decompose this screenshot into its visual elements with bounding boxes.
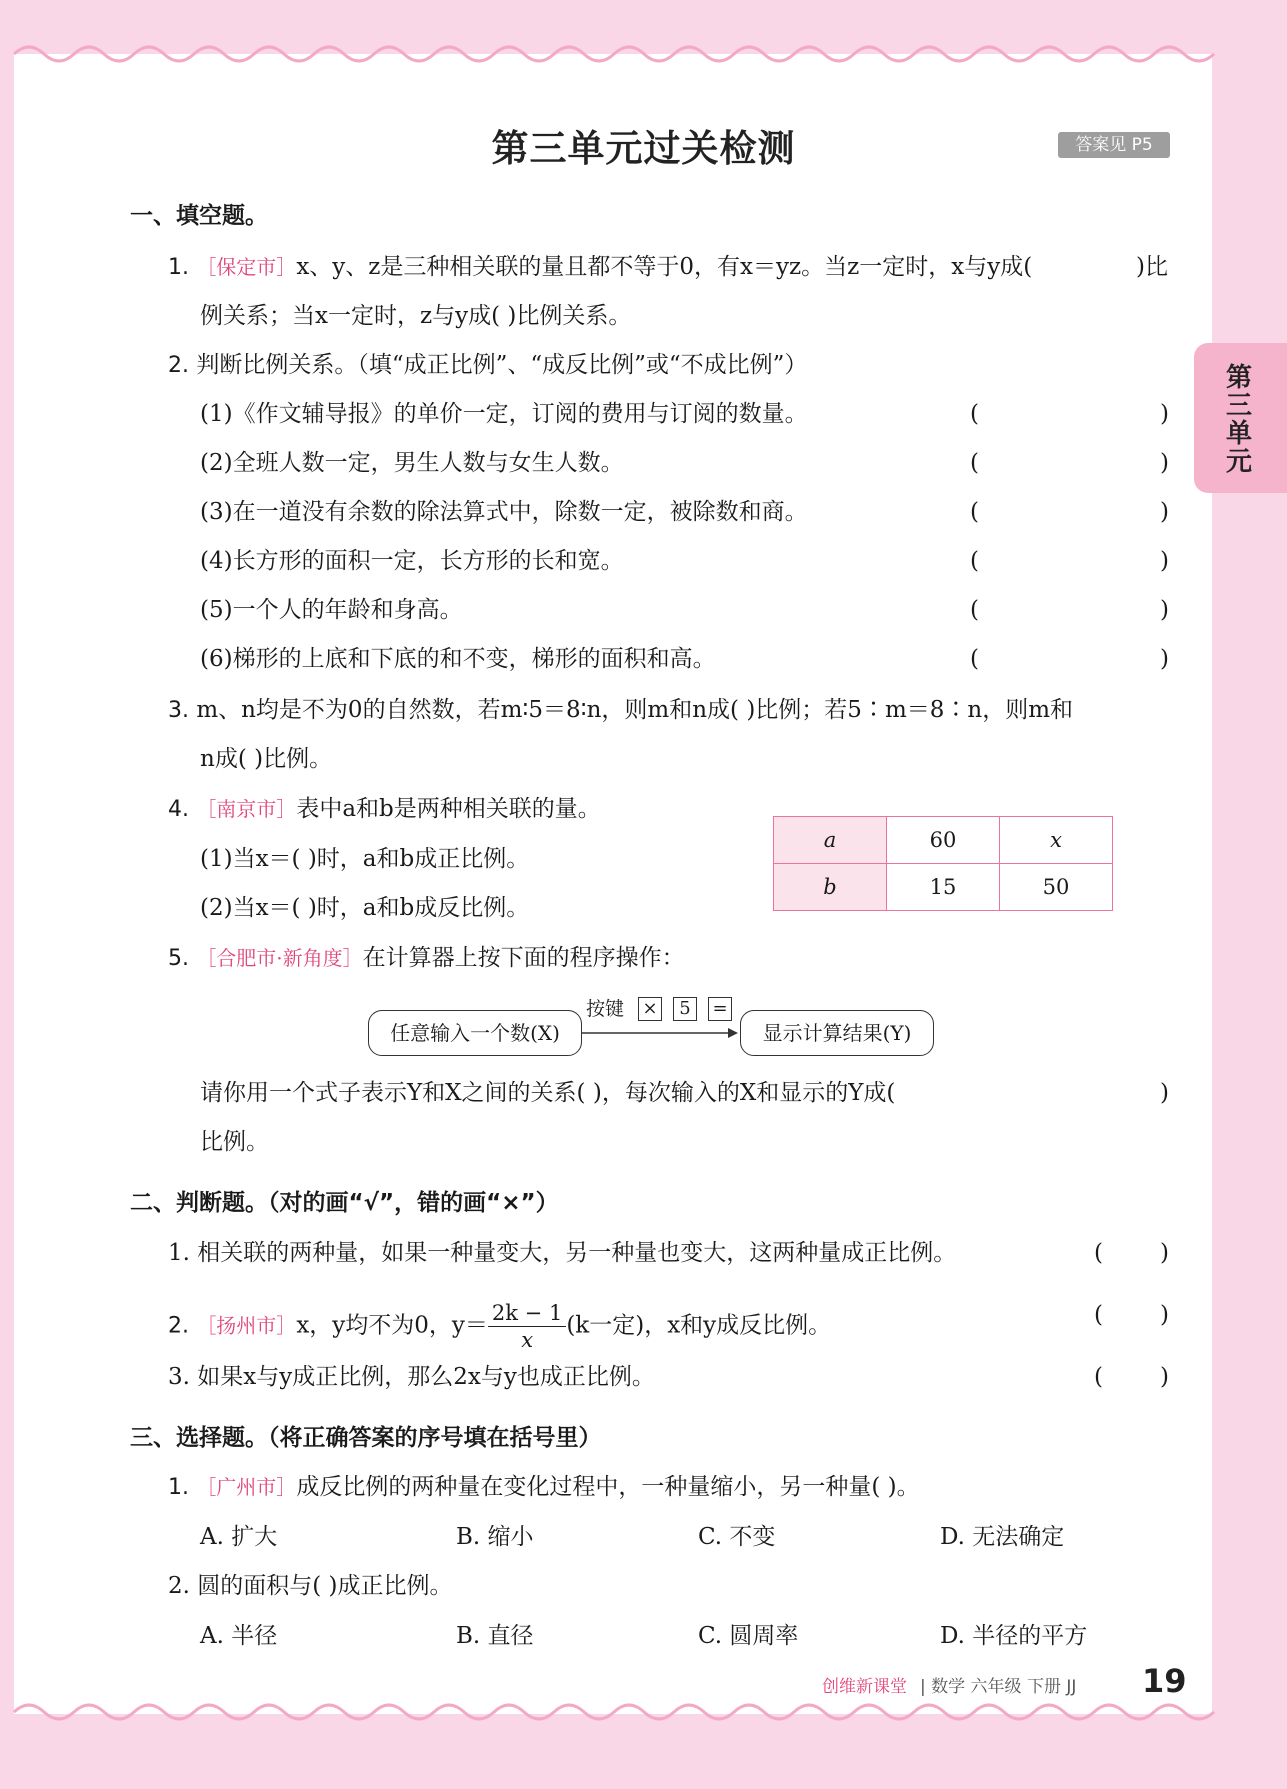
fill-q2-item: (4)长方形的面积一定，长方形的长和宽。 — [200, 548, 624, 574]
table-cell: a — [774, 817, 887, 864]
fill-q1-number: 1. — [168, 255, 189, 280]
fill-q1-source-tag: ［保定市］ — [196, 255, 297, 279]
answer-paren-left: ( — [1094, 1364, 1103, 1390]
fill-q1-text-a-end: )比 — [1136, 254, 1168, 280]
page-number: 19 — [1142, 1662, 1187, 1700]
fill-q2-item: (6)梯形的上底和下底的和不变，梯形的面积和高。 — [200, 646, 716, 672]
fraction-numerator: 2k − 1 — [488, 1300, 566, 1327]
choice-q1-option-d: D. 无法确定 — [940, 1524, 1065, 1550]
fill-q3-line2: n成( )比例。 — [200, 746, 333, 772]
answer-paren-right: ) — [1160, 499, 1169, 525]
flow-key-label: 按键 — [586, 998, 625, 1020]
fill-q5-number: 5. — [168, 946, 189, 971]
fill-q3-line1 — [168, 695, 1073, 726]
answer-paren-right: ) — [1160, 450, 1169, 476]
choice-q1-source-tag: ［广州市］ — [196, 1475, 297, 1499]
choice-q2-option-c: C. 圆周率 — [698, 1623, 799, 1649]
answer-paren-left: ( — [970, 499, 979, 525]
choice-q2-option-b: B. 直径 — [456, 1623, 534, 1649]
ab-value-table — [773, 816, 1113, 911]
fill-q2-item: (5)一个人的年龄和身高。 — [200, 597, 463, 623]
judge-q2-text-a: x，y均不为0，y＝ — [296, 1312, 488, 1339]
fill-q5-line1: 请你用一个式子表示Y和X之间的关系( )，每次输入的X和显示的Y成( — [200, 1080, 896, 1106]
table-row — [774, 817, 1113, 864]
fill-q5-heading — [168, 943, 685, 974]
fill-q1-line2: 例关系；当x一定时，z与y成( )比例关系。 — [200, 303, 632, 329]
answer-paren-left: ( — [1094, 1240, 1103, 1266]
answer-paren-right: ) — [1160, 1364, 1169, 1390]
fill-q2-number: 2. — [168, 353, 189, 378]
choice-q1-option-b: B. 缩小 — [456, 1524, 534, 1550]
decorative-wave-bottom — [0, 1696, 1287, 1730]
fill-q4-source-tag: ［南京市］ — [196, 797, 297, 821]
unit-side-tab-label: 第三单元 — [1221, 363, 1252, 475]
key-five: 5 — [673, 997, 697, 1021]
choice-q2-option-a: A. 半径 — [200, 1623, 278, 1649]
answer-paren-left: ( — [1094, 1302, 1103, 1328]
fill-q2-item: (2)全班人数一定，男生人数与女生人数。 — [200, 450, 624, 476]
fill-q4-text: 表中a和b是两种相关联的量。 — [296, 796, 601, 822]
table-cell: 60 — [887, 817, 1000, 864]
answer-paren-left: ( — [970, 401, 979, 427]
choice-q1-number: 1. — [168, 1475, 189, 1500]
section-fill-heading: 一、填空题。 — [130, 203, 268, 229]
key-multiply: × — [638, 997, 662, 1021]
judge-q1: 1. 相关联的两种量，如果一种量变大，另一种量也变大，这两种量成正比例。 — [168, 1240, 957, 1266]
fill-q3-number: 3. — [168, 698, 189, 723]
footer-book-info: | 数学 六年级 下册 JJ — [920, 1677, 1077, 1697]
fill-q1-text-a: x、y、z是三种相关联的量且都不等于0，有x＝yz。当z一定时，x与y成( — [296, 254, 1033, 280]
fill-q2-heading — [168, 350, 807, 381]
answer-paren-right: ) — [1160, 548, 1169, 574]
answer-paren-right: ) — [1160, 597, 1169, 623]
fill-q3-text-a: m、n均是不为0的自然数，若m∶5＝8∶n，则m和n成( )比例；若5∶m＝8∶n，则m和 — [196, 697, 1074, 723]
table-cell: b — [774, 864, 887, 911]
judge-q2-source-tag: ［扬州市］ — [196, 1313, 297, 1338]
fill-q2-text: 判断比例关系。（填“成正比例”、“成反比例”或“不成比例”） — [196, 352, 808, 378]
answer-paren-right: ) — [1160, 646, 1169, 672]
key-equals: = — [708, 997, 732, 1021]
fill-q4-heading — [168, 794, 601, 825]
answer-paren-left: ( — [970, 450, 979, 476]
table-cell: x — [1000, 817, 1113, 864]
answer-paren-left: ( — [970, 646, 979, 672]
choice-q1 — [168, 1472, 920, 1503]
choice-q1-option-c: C. 不变 — [698, 1524, 776, 1550]
fill-q2-item: (1)《作文辅导报》的单价一定，订阅的费用与订阅的数量。 — [200, 401, 808, 427]
fill-q2-item: (3)在一道没有余数的除法算式中，除数一定，被除数和商。 — [200, 499, 808, 525]
fill-q5-source-tag: ［合肥市·新角度］ — [196, 946, 363, 970]
fraction — [488, 1300, 566, 1353]
answer-paren-right: ) — [1160, 401, 1169, 427]
fill-q5-line1-end: ) — [1160, 1080, 1169, 1106]
judge-q2-text-b: (k一定)，x和y成反比例。 — [566, 1312, 832, 1339]
fill-q4-item-2: (2)当x＝( )时，a和b成反比例。 — [200, 895, 530, 921]
fraction-denominator: x — [521, 1328, 534, 1352]
choice-q2: 2. 圆的面积与( )成正比例。 — [168, 1573, 453, 1599]
decorative-wave-top — [0, 36, 1287, 70]
fill-q5-line2: 比例。 — [200, 1129, 269, 1155]
footer-brand: 创维新课堂 — [822, 1677, 907, 1697]
fill-q5-text: 在计算器上按下面的程序操作： — [362, 945, 685, 971]
section-choice-heading: 三、选择题。（将正确答案的序号填在括号里） — [130, 1425, 602, 1451]
fill-q4-number: 4. — [168, 797, 189, 822]
choice-q1-text: 成反比例的两种量在变化过程中，一种量缩小，另一种量( )。 — [296, 1474, 920, 1500]
judge-q2-number: 2. — [168, 1313, 189, 1339]
answer-paren-right: ) — [1160, 1302, 1169, 1328]
fill-q4-item-1: (1)当x＝( )时，a和b成正比例。 — [200, 846, 530, 872]
answer-paren-left: ( — [970, 548, 979, 574]
judge-q3: 3. 如果x与y成正比例，那么2x与y也成正比例。 — [168, 1364, 655, 1390]
page-title: 第三单元过关检测 — [491, 127, 796, 170]
answer-reference-badge: 答案见 P5 — [1058, 132, 1170, 158]
table-cell: 15 — [887, 864, 1000, 911]
flow-input-box: 任意输入一个数(X) — [368, 1010, 582, 1056]
flow-output-box: 显示计算结果(Y) — [740, 1010, 934, 1056]
answer-paren-right: ) — [1160, 1240, 1169, 1266]
table-cell: 50 — [1000, 864, 1113, 911]
table-row — [774, 864, 1113, 911]
choice-q1-option-a: A. 扩大 — [200, 1524, 278, 1550]
judge-q2 — [168, 1300, 831, 1353]
section-judge-heading: 二、判断题。（对的画“√”，错的画“×”） — [130, 1190, 559, 1216]
unit-side-tab — [1194, 343, 1287, 493]
fill-q1-line1 — [168, 252, 1032, 283]
flow-arrow — [580, 1026, 740, 1040]
answer-paren-left: ( — [970, 597, 979, 623]
choice-q2-option-d: D. 半径的平方 — [940, 1623, 1088, 1649]
